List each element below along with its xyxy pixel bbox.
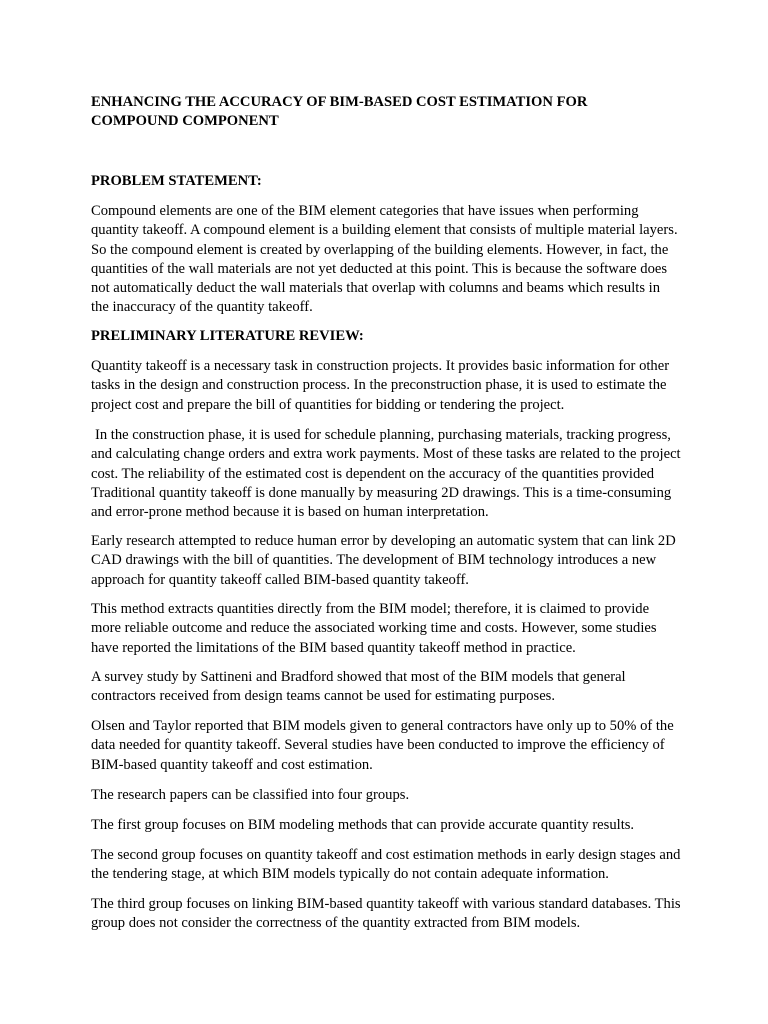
literature-review-paragraph-8: The first group focuses on BIM modeling methods that can provide accurate quantity results. — [91, 817, 635, 833]
literature-review-heading: PRELIMINARY LITERATURE REVIEW: — [91, 328, 364, 344]
literature-review-paragraph-1: Quantity takeoff is a necessary task in construction projects. It provides basic information for other tasks in the design and construction process. In the preconstruction phase, it is used to estimate the project cost and prepare the bill of quantities for bidding or tendering the project. — [91, 358, 670, 413]
literature-review-paragraph-10: The third group focuses on linking BIM-based quantity takeoff with various standard databases. This group does not consider the correctness of the quantity extracted from BIM models. — [91, 896, 681, 932]
literature-review-paragraph-4: This method extracts quantities directly from the BIM model; therefore, it is claimed to provide more reliable outcome and reduce the associated working time and costs. However, some studies have reported the limitations of the BIM based quantity takeoff method in practice. — [91, 601, 657, 656]
problem-statement-paragraph: Compound elements are one of the BIM element categories that have issues when performing quantity takeoff. A compound element is a building element that consists of multiple material layers. So the compound element is created by overlapping of the building elements. However, in fact, the quantities of the wall materials are not yet deducted at this point. This is because the software does not automatically deduct the wall materials that overlap with columns and beams which results in the inaccuracy of the quantity takeoff. — [91, 203, 678, 316]
literature-review-paragraph-6: Olsen and Taylor reported that BIM models given to general contractors have only up to 50% of the data needed for quantity takeoff. Several studies have been conducted to improve the efficiency of BIM-based quantity takeoff and cost estimation. — [91, 718, 674, 773]
literature-review-paragraph-3: Early research attempted to reduce human error by developing an automatic system that can link 2D CAD drawings with the bill of quantities. The development of BIM technology introduces a new approach for quantity takeoff called BIM-based quantity takeoff. — [91, 533, 676, 588]
literature-review-paragraph-2: In the construction phase, it is used for schedule planning, purchasing materials, tracking progress, and calculating change orders and extra work payments. Most of these tasks are related to the project cost. The reliability of the estimated cost is dependent on the accuracy of the quantities provided Traditional quantity takeoff is done manually by measuring 2D drawings. This is a time-consuming and error-prone method because it is based on human interpretation. — [91, 427, 681, 521]
literature-review-paragraph-7: The research papers can be classified into four groups. — [91, 787, 410, 803]
document-title: ENHANCING THE ACCURACY OF BIM-BASED COST ESTIMATION FOR COMPOUND COMPONENT — [91, 94, 588, 129]
literature-review-paragraph-9: The second group focuses on quantity takeoff and cost estimation methods in early design stages and the tendering stage, at which BIM models typically do not contain adequate information. — [91, 847, 681, 883]
problem-statement-heading: PROBLEM STATEMENT: — [91, 173, 262, 189]
literature-review-paragraph-5: A survey study by Sattineni and Bradford showed that most of the BIM models that general contractors received from design teams cannot be used for estimating purposes. — [91, 669, 626, 705]
